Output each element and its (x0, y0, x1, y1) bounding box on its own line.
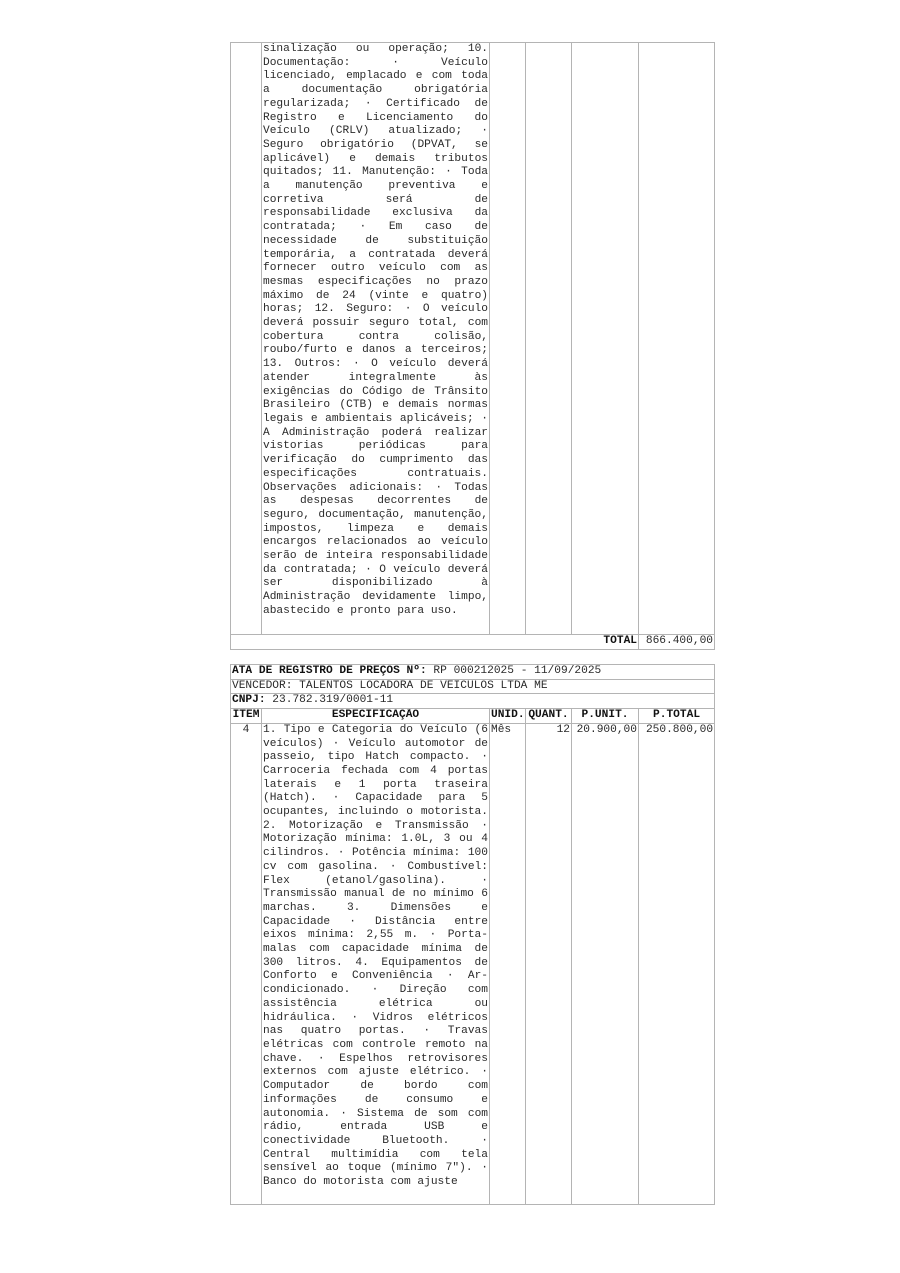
column-header-quantity: QUANT. (526, 709, 572, 724)
continuation-table (230, 42, 715, 650)
specification-cell: sinalização ou operação; 10. Documentação: · Veículo licenciado, emplacado e com toda a documentação obrigatória regularizada; · Certificado de Registro e Licenciamento do Veículo (CRLV) atualizado; · Seguro obrigatório (DPVAT, se aplicável) e demais tributos quitados; 11. Manutenção: · Toda a manutenção preventiva e corretiva será de responsabilidade exclusiva da contratada; · Em caso de necessidade de substituição temporária, a contratada deverá fornecer outro veículo com as mesmas especificações no prazo máximo de 24 (vinte e quatro) horas; 12. Seguro: · O veículo deverá possuir seguro total, com cobertura contra colisão, roubo/furto e danos a terceiros; 13. Outros: · O veículo deverá atender integralmente às exigências do Código de Trânsito Brasileiro (CTB) e demais normas legais e ambientais aplicáveis; · A Administração poderá realizar vistorias periódicas para verificação do cumprimento das especificações contratuais. Observações adicionais: · Todas as despesas decorrentes de seguro, documentação, manutenção, impostos, limpeza e demais encargos relacionados ao veículo serão de inteira responsabilidade da contratada; · O veículo deverá ser disponibilizado à Administração devidamente limpo, abastecido e pronto para uso. (262, 43, 490, 635)
continuation-row (231, 43, 715, 635)
column-header-total-price: P.TOTAL (639, 709, 715, 724)
total-value: 866.400,00 (639, 635, 715, 650)
column-header-row (231, 709, 715, 724)
column-header-item: ITEM (231, 709, 262, 724)
item-cell (231, 43, 262, 635)
total-row (231, 635, 715, 650)
cnpj-label: CNPJ: (232, 694, 266, 707)
specification-cell: 1. Tipo e Categoria do Veículo (6 veículos) · Veículo automotor de passeio, tipo Hatch compacto. · Carroceria fechada com 4 portas laterais e 1 porta traseira (Hatch). · Capacidade para 5 ocupantes, incluindo o motorista. 2. Motorização e Transmissão · Motorização mínima: 1.0L, 3 ou 4 cilindros. · Potência mínima: 100 cv com gasolina. · Combustível: Flex (etanol/gasolina). · Transmissão manual de no mínimo 6 marchas. 3. Dimensões e Capacidade · Distância entre eixos mínima: 2,55 m. · Porta-malas com capacidade mínima de 300 litros. 4. Equipamentos de Conforto e Conveniência · Ar-condicionado. · Direção com assistência elétrica ou hidráulica. · Vidros elétricos nas quatro portas. · Travas elétricas com controle remoto na chave. · Espelhos retrovisores externos com ajuste elétrico. · Computador de bordo com informações de consumo e autonomia. · Sistema de som com rádio, entrada USB e conectividade Bluetooth. · Central multimídia com tela sensível ao toque (mínimo 7"). · Banco do motorista com ajuste (262, 723, 490, 1204)
cnpj-row (231, 694, 715, 709)
unit-price-cell: 20.900,00 (572, 723, 639, 1204)
quantity-cell: 12 (526, 723, 572, 1204)
unit-cell: Mês (490, 723, 526, 1204)
table-row (231, 723, 715, 1204)
vendor-name: VENCEDOR: TALENTOS LOCADORA DE VEICULOS LTDA ME (231, 679, 715, 694)
column-header-unit: UNID. (490, 709, 526, 724)
quantity-cell (526, 43, 572, 635)
ata-label: ATA DE REGISTRO DE PREÇOS Nº: (232, 665, 427, 677)
cnpj-value: 23.782.319/0001-11 (272, 694, 394, 707)
unit-cell (490, 43, 526, 635)
column-header-unit-price: P.UNIT. (572, 709, 639, 724)
ata-value: RP 000212025 - 11/09/2025 (433, 665, 602, 677)
total-price-cell (639, 43, 715, 635)
ata-header-row (231, 665, 715, 680)
item-number: 4 (231, 723, 262, 1204)
total-label: TOTAL (231, 635, 639, 650)
unit-price-cell (572, 43, 639, 635)
vendor-row (231, 679, 715, 694)
column-header-spec: ESPECIFICAÇÃO (262, 709, 490, 724)
total-price-cell: 250.800,00 (639, 723, 715, 1204)
price-registration-table (230, 664, 715, 1205)
